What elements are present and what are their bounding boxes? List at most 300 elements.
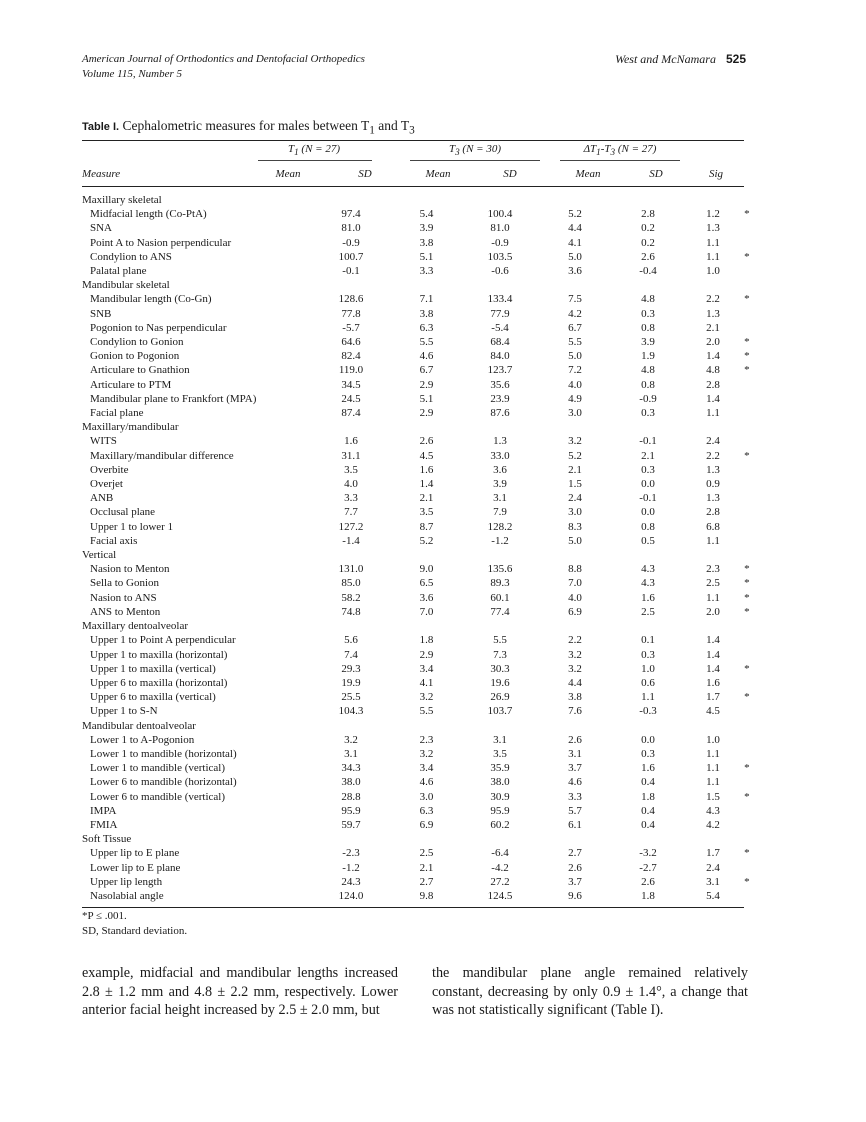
cell-t3-sd: 4.4: [568, 222, 582, 235]
cell-delta-sd: 4.8: [706, 364, 720, 377]
measure-name: Upper lip to E plane: [90, 847, 180, 860]
cell-t1-mean: 128.6: [338, 293, 364, 306]
cell-t3-mean: 7.3: [493, 648, 507, 661]
group-delta-sub2: 3: [610, 147, 616, 158]
measure-name: Lower 1 to mandible (horizontal): [90, 747, 237, 760]
cell-t1-sd: 3.6: [419, 591, 434, 604]
measure-name: IMPA: [90, 804, 117, 817]
cell-t3-mean: 77.4: [490, 605, 510, 618]
cell-delta-sd: 4.3: [706, 804, 720, 817]
cell-t3-sd: 3.1: [568, 747, 582, 760]
cell-t3-sd: 7.2: [568, 364, 582, 377]
cell-t3-sd: 3.8: [568, 691, 582, 704]
measure-name: Upper 1 to maxilla (horizontal): [90, 648, 228, 661]
cell-delta-sd: 4.5: [706, 705, 720, 718]
cell-delta-mean: 0.2: [641, 236, 655, 249]
cell-delta-mean: 0.3: [641, 648, 655, 661]
cell-t1-mean: 119.0: [338, 364, 364, 377]
table-row: Mandibular length (Co-Gn) 128.6 7.1 133.4 7.5 4.8 2.2 *: [82, 292, 744, 306]
cell-delta-mean: 1.6: [641, 762, 655, 775]
cell-t3-sd: 4.2: [568, 307, 582, 320]
cell-t1-sd: 2.6: [419, 435, 434, 448]
cell-t1-mean: 19.9: [341, 676, 361, 689]
cell-delta-mean: 0.8: [641, 520, 655, 533]
cell-t1-mean: 81.0: [341, 222, 361, 235]
cell-t1-mean: 85.0: [341, 577, 361, 590]
table-row: [82, 221, 744, 235]
cell-delta-sd: 1.0: [706, 265, 720, 278]
measure-name: Nasion to ANS: [90, 591, 157, 604]
table-row: [82, 378, 744, 392]
cell-delta-sd: 6.8: [706, 520, 720, 533]
cell-delta-mean: 0.6: [641, 676, 655, 689]
cell-t3-mean: 60.2: [490, 818, 510, 831]
cell-t3-mean: 3.1: [493, 492, 507, 505]
cell-t3-mean: 77.9: [490, 307, 510, 320]
table-row: ANS to Menton 74.8 7.0 77.4 6.9 2.5 2.0 *: [82, 605, 744, 619]
cell-t1-mean: -0.1: [342, 265, 360, 278]
cell-t1-mean: 34.3: [341, 762, 361, 775]
cell-t3-sd: 4.4: [568, 676, 582, 689]
cell-delta-mean: 0.0: [641, 506, 655, 519]
cell-t1-mean: 29.3: [341, 662, 361, 675]
table-row: [82, 236, 744, 250]
table-row: [82, 505, 744, 519]
table-row: Sella to Gonion 85.0 6.5 89.3 7.0 4.3 2.5 *: [82, 576, 744, 590]
cell-t1-sd: 2.7: [419, 875, 434, 888]
cell-delta-mean: -0.9: [639, 392, 657, 405]
cell-t1-sd: 3.3: [419, 265, 434, 278]
cell-delta-sd: 1.1: [706, 776, 720, 789]
cell-t3-sd: 3.7: [568, 762, 582, 775]
measure-name: Palatal plane: [90, 265, 147, 278]
table-row: [82, 818, 744, 832]
cell-t3-sd: 4.9: [568, 392, 582, 405]
cell-t3-sd: 8.3: [568, 520, 582, 533]
table-row: [82, 861, 744, 875]
table-row: [82, 264, 744, 278]
cell-delta-sd: 1.6: [706, 676, 720, 689]
measure-name: Overbite: [90, 463, 129, 476]
cell-t3-mean: 135.6: [487, 563, 513, 576]
cell-t1-sd: 2.3: [419, 733, 434, 746]
cell-t1-sd: 3.2: [419, 747, 434, 760]
section-heading: Mandibular dentoalveolar: [82, 719, 196, 732]
table-row: Maxillary/mandibular difference 31.1 4.5 33.0 5.2 2.1 2.2 *: [82, 449, 744, 463]
table-row: [82, 676, 744, 690]
measure-name: Nasolabial angle: [90, 889, 164, 902]
cell-delta-sd: 1.3: [706, 222, 720, 235]
table-body: [82, 193, 750, 903]
measure-name: Midfacial length (Co-PtA): [90, 208, 207, 221]
table-row: [82, 747, 744, 761]
cephalometric-table: [82, 193, 750, 903]
table-row: [82, 534, 744, 548]
cell-t1-mean: 25.5: [341, 691, 361, 704]
cell-t1-sd: 6.5: [419, 577, 434, 590]
measure-name: Facial axis: [90, 534, 138, 547]
cell-t1-sd: 2.1: [419, 861, 434, 874]
cell-t3-mean: 7.9: [493, 506, 507, 519]
cell-t1-sd: 6.3: [419, 804, 434, 817]
cell-t1-mean: 127.2: [338, 520, 364, 533]
table-label: Table I.: [82, 121, 120, 133]
group-delta-label: ΔT: [583, 143, 597, 155]
footnote-sd: SD, Standard deviation.: [82, 925, 188, 937]
cell-t1-mean: -2.3: [342, 847, 360, 860]
table-row: Lower 1 to mandible (vertical) 34.3 3.4 35.9 3.7 1.6 1.1 *: [82, 761, 744, 775]
cell-t1-mean: 58.2: [341, 591, 361, 604]
cell-t3-sd: 6.7: [568, 321, 582, 334]
measure-name: Upper 6 to maxilla (vertical): [90, 691, 216, 704]
cell-t1-mean: 24.5: [341, 392, 361, 405]
cell-t1-sd: 6.7: [419, 364, 434, 377]
cell-t1-mean: 5.6: [344, 634, 358, 647]
cell-t1-sd: 5.1: [419, 250, 434, 263]
measure-name: Overjet: [90, 478, 123, 491]
cell-t3-mean: 100.4: [487, 208, 513, 221]
cell-t3-sd: 3.7: [568, 875, 582, 888]
cell-t3-sd: 5.5: [568, 336, 582, 349]
group-header-t1: [268, 143, 360, 157]
title-and: and T: [374, 118, 410, 133]
cell-t3-sd: 3.3: [568, 790, 582, 803]
table-row: Upper 1 to maxilla (vertical) 29.3 3.4 30.3 3.2 1.0 1.4 *: [82, 662, 744, 676]
cell-delta-sd: 4.2: [706, 818, 720, 831]
cell-t1-sd: 5.5: [419, 705, 434, 718]
cell-delta-sd: 2.0: [706, 336, 720, 349]
cell-t1-sd: 2.9: [419, 407, 434, 420]
cell-delta-sd: 2.8: [706, 378, 720, 391]
cell-delta-mean: 0.4: [641, 776, 655, 789]
author-names: West and McNamara: [615, 52, 716, 66]
cell-delta-sd: 1.4: [706, 662, 720, 675]
table-row: [82, 889, 744, 903]
measure-name: Condylion to ANS: [90, 250, 172, 263]
cell-delta-mean: -0.3: [639, 705, 657, 718]
cell-t3-mean: -1.2: [491, 534, 509, 547]
cell-t1-mean: 100.7: [338, 250, 364, 263]
table-row: [82, 804, 744, 818]
running-header-right: [615, 52, 746, 67]
group-rule-t1: [258, 160, 372, 161]
table-row: [82, 775, 744, 789]
col-t1-mean: Mean: [275, 168, 301, 180]
cell-t3-sd: 2.1: [568, 463, 582, 476]
title-sub-3: 3: [409, 124, 415, 137]
cell-t1-mean: 104.3: [338, 705, 364, 718]
cell-t3-sd: 3.0: [568, 407, 582, 420]
cell-t1-mean: 34.5: [341, 378, 361, 391]
section-row: [82, 548, 744, 562]
cell-t3-mean: -4.2: [491, 861, 509, 874]
measure-name: Point A to Nasion perpendicular: [90, 236, 232, 249]
measure-name: Mandibular plane to Frankfort (MPA): [90, 392, 257, 405]
table-row: [82, 406, 744, 420]
measure-name: ANB: [90, 492, 114, 505]
cell-t1-mean: 7.4: [344, 648, 358, 661]
cell-t1-sd: 9.8: [419, 889, 434, 902]
cell-t3-sd: 7.5: [568, 293, 582, 306]
cell-t3-sd: 3.0: [568, 506, 582, 519]
cell-delta-sd: 2.4: [706, 861, 720, 874]
cell-delta-mean: 2.6: [641, 250, 655, 263]
cell-delta-mean: 0.3: [641, 463, 655, 476]
table-row: Nasion to Menton 131.0 9.0 135.6 8.8 4.3 2.3 *: [82, 562, 744, 576]
cell-delta-mean: 0.3: [641, 747, 655, 760]
group-t3-rest: (N = 30): [459, 143, 502, 155]
cell-delta-mean: 4.3: [641, 563, 655, 576]
section-row: [82, 193, 744, 207]
cell-delta-sd: 1.4: [706, 648, 720, 661]
section-heading: Mandibular skeletal: [82, 279, 170, 292]
section-heading: Maxillary dentoalveolar: [82, 620, 188, 633]
cell-t3-sd: 2.4: [568, 492, 582, 505]
cell-t1-mean: 64.6: [341, 336, 361, 349]
cell-t1-sd: 2.1: [419, 492, 434, 505]
cell-delta-sd: 1.7: [706, 691, 720, 704]
cell-t3-sd: 9.6: [568, 889, 582, 902]
col-measure: Measure: [82, 168, 121, 180]
section-row: [82, 420, 744, 434]
cell-t3-mean: 95.9: [490, 804, 510, 817]
cell-delta-sd: 1.4: [706, 392, 720, 405]
table-row: Articulare to Gnathion 119.0 6.7 123.7 7.2 4.8 4.8 *: [82, 363, 744, 377]
measure-name: Lower 6 to mandible (horizontal): [90, 776, 237, 789]
cell-t1-sd: 3.0: [419, 790, 434, 803]
cell-t1-mean: 38.0: [341, 776, 361, 789]
cell-t1-mean: 124.0: [338, 889, 364, 902]
cell-t1-sd: 4.5: [419, 449, 434, 462]
cell-t1-mean: 95.9: [341, 804, 361, 817]
cell-t3-sd: 5.7: [568, 804, 582, 817]
cell-t3-mean: 128.2: [487, 520, 513, 533]
cell-t1-sd: 3.4: [419, 762, 434, 775]
cell-t1-sd: 1.8: [419, 634, 434, 647]
cell-t1-mean: -1.2: [342, 861, 360, 874]
cell-delta-sd: 1.2: [706, 208, 720, 221]
cell-t1-mean: 131.0: [338, 563, 364, 576]
cell-t3-sd: 5.2: [568, 449, 582, 462]
cell-t1-sd: 4.6: [419, 776, 434, 789]
measure-name: Articulare to PTM: [90, 378, 172, 391]
cell-t1-mean: 31.1: [341, 449, 361, 462]
cell-delta-mean: 0.3: [641, 407, 655, 420]
cell-delta-mean: 0.0: [641, 478, 655, 491]
cell-t3-mean: 35.6: [490, 378, 510, 391]
measure-name: Upper 6 to maxilla (horizontal): [90, 676, 228, 689]
section-row: [82, 278, 744, 292]
cell-delta-mean: 0.5: [641, 534, 655, 547]
table-caption: [82, 118, 415, 137]
table-row: Upper lip length 24.3 2.7 27.2 3.7 2.6 3.1 *: [82, 875, 744, 889]
cell-t3-mean: 30.9: [490, 790, 510, 803]
section-heading: Soft Tissue: [82, 833, 132, 846]
cell-t3-sd: 8.8: [568, 563, 582, 576]
cell-t3-mean: -6.4: [491, 847, 509, 860]
cell-t1-sd: 6.9: [419, 818, 434, 831]
cell-t3-sd: 3.2: [568, 648, 582, 661]
table-row: [82, 392, 744, 406]
cell-delta-mean: 0.8: [641, 378, 655, 391]
table-row: [82, 321, 744, 335]
cell-t3-sd: 5.2: [568, 208, 582, 221]
cell-t1-sd: 5.4: [419, 208, 434, 221]
cell-t1-sd: 3.4: [419, 662, 434, 675]
cell-t3-mean: 68.4: [490, 336, 510, 349]
cell-delta-mean: 1.0: [641, 662, 655, 675]
cell-delta-mean: 0.4: [641, 818, 655, 831]
cell-t3-mean: 124.5: [487, 889, 513, 902]
cell-t3-mean: 30.3: [490, 662, 510, 675]
cell-delta-sd: 1.1: [706, 762, 720, 775]
table-row: [82, 733, 744, 747]
cell-delta-mean: -0.4: [639, 265, 657, 278]
cell-t1-sd: 1.4: [419, 478, 434, 491]
section-row: [82, 719, 744, 733]
cell-t3-sd: 7.6: [568, 705, 582, 718]
table-row: Lower 6 to mandible (vertical) 28.8 3.0 30.9 3.3 1.8 1.5 *: [82, 790, 744, 804]
measure-name: Upper 1 to S-N: [90, 705, 158, 718]
measure-name: Articulare to Gnathion: [90, 364, 190, 377]
group-delta-rest: (N = 27): [615, 143, 657, 155]
table-row: [82, 491, 744, 505]
cell-t3-mean: 60.1: [490, 591, 510, 604]
cell-delta-sd: 0.9: [706, 478, 720, 491]
group-t1-rest: (N = 27): [298, 143, 341, 155]
cell-delta-sd: 1.1: [706, 534, 720, 547]
cell-t3-sd: 5.0: [568, 534, 582, 547]
col-t1-sd: SD: [358, 168, 372, 180]
cell-t3-mean: 27.2: [490, 875, 510, 888]
cell-t1-mean: -1.4: [342, 534, 360, 547]
cell-t3-sd: 2.7: [568, 847, 582, 860]
cell-delta-sd: 1.0: [706, 733, 720, 746]
cell-t1-sd: 5.5: [419, 336, 434, 349]
cell-t1-sd: 9.0: [419, 563, 434, 576]
table-row: [82, 648, 744, 662]
cell-t3-sd: 7.0: [568, 577, 582, 590]
cell-delta-mean: -3.2: [639, 847, 657, 860]
group-header-t3: [420, 143, 530, 157]
section-heading: Maxillary/mandibular: [82, 421, 179, 434]
cell-delta-mean: 1.9: [641, 350, 655, 363]
cell-t3-sd: 3.2: [568, 435, 582, 448]
cell-delta-sd: 2.0: [706, 605, 720, 618]
cell-delta-mean: 4.3: [641, 577, 655, 590]
measure-name: Pogonion to Nas perpendicular: [90, 321, 227, 334]
cell-delta-sd: 1.1: [706, 250, 720, 263]
cell-t1-sd: 3.2: [419, 691, 434, 704]
cell-t1-sd: 7.0: [419, 605, 434, 618]
measure-name: ANS to Menton: [90, 605, 161, 618]
cell-delta-sd: 1.1: [706, 407, 720, 420]
cell-t3-mean: 1.3: [493, 435, 507, 448]
cell-delta-mean: 0.4: [641, 804, 655, 817]
cell-t1-mean: 3.3: [344, 492, 358, 505]
cell-delta-sd: 1.7: [706, 847, 720, 860]
measure-name: Lower 1 to mandible (vertical): [90, 762, 226, 775]
measure-name: Gonion to Pogonion: [90, 350, 180, 363]
table-row: [82, 434, 744, 448]
table-row: Condylion to Gonion 64.6 5.5 68.4 5.5 3.9 2.0 *: [82, 335, 744, 349]
cell-delta-sd: 2.4: [706, 435, 720, 448]
table-title: Cephalometric measures for males between T: [122, 118, 370, 133]
cell-delta-mean: -2.7: [639, 861, 657, 874]
cell-t3-sd: 4.0: [568, 378, 582, 391]
table-bottom-rule: [82, 907, 744, 908]
cell-t3-mean: -5.4: [491, 321, 509, 334]
cell-t1-sd: 2.9: [419, 378, 434, 391]
cell-delta-sd: 1.3: [706, 307, 720, 320]
cell-t3-sd: 5.0: [568, 250, 582, 263]
cell-delta-sd: 2.1: [706, 321, 720, 334]
cell-t3-mean: 103.5: [487, 250, 513, 263]
cell-delta-sd: 2.3: [706, 563, 720, 576]
col-sig: Sig: [708, 168, 724, 180]
measure-name: Upper lip length: [90, 875, 163, 888]
cell-t3-mean: 23.9: [490, 392, 510, 405]
cell-t1-mean: 3.1: [344, 747, 358, 760]
cell-t3-sd: 2.2: [568, 634, 582, 647]
cell-delta-sd: 2.2: [706, 293, 720, 306]
cell-t3-sd: 4.6: [568, 776, 582, 789]
title-sub-1: 1: [369, 124, 375, 137]
measure-name: FMIA: [90, 818, 118, 831]
col-t3-sd: SD: [503, 168, 517, 180]
cell-delta-sd: 2.5: [706, 577, 720, 590]
cell-delta-sd: 2.8: [706, 506, 720, 519]
cell-t1-mean: 4.0: [344, 478, 358, 491]
cell-t3-mean: 26.9: [490, 691, 510, 704]
table-row: Gonion to Pogonion 82.4 4.6 84.0 5.0 1.9 1.4 *: [82, 349, 744, 363]
cell-delta-mean: 0.3: [641, 307, 655, 320]
header-bottom-rule: [82, 186, 744, 187]
cell-delta-mean: 0.8: [641, 321, 655, 334]
group-delta-mid: -T: [600, 143, 611, 155]
cell-delta-sd: 5.4: [706, 889, 720, 902]
journal-volume: Volume 115, Number 5: [82, 68, 183, 80]
cell-t3-mean: 133.4: [487, 293, 513, 306]
measure-name: Lower 6 to mandible (vertical): [90, 790, 226, 803]
cell-t1-sd: 1.6: [419, 463, 434, 476]
cell-t1-mean: 97.4: [341, 208, 361, 221]
measure-name: SNA: [90, 222, 113, 235]
table-row: Condylion to ANS 100.7 5.1 103.5 5.0 2.6 1.1 *: [82, 250, 744, 264]
measure-name: Upper 1 to Point A perpendicular: [90, 634, 236, 647]
cell-delta-sd: 2.2: [706, 449, 720, 462]
cell-delta-sd: 1.1: [706, 236, 720, 249]
table-row: Nasion to ANS 58.2 3.6 60.1 4.0 1.6 1.1 *: [82, 591, 744, 605]
cell-t3-sd: 6.1: [568, 818, 582, 831]
cell-t3-mean: 87.6: [490, 407, 510, 420]
cell-delta-sd: 1.1: [706, 591, 720, 604]
cell-delta-sd: 1.5: [706, 790, 720, 803]
cell-t3-mean: 3.9: [493, 478, 507, 491]
cell-delta-sd: 1.4: [706, 350, 720, 363]
section-heading: Vertical: [82, 549, 117, 562]
table-top-rule: [82, 140, 744, 141]
measure-name: Upper 1 to lower 1: [90, 520, 174, 533]
group-t1-sub: 1: [294, 147, 299, 158]
cell-t3-sd: 3.6: [568, 265, 582, 278]
cell-t3-mean: 3.6: [493, 463, 507, 476]
cell-delta-sd: 3.1: [706, 875, 720, 888]
cell-t3-sd: 2.6: [568, 861, 582, 874]
cell-delta-sd: 1.3: [706, 463, 720, 476]
cell-delta-mean: 0.0: [641, 733, 655, 746]
cell-delta-mean: -0.1: [639, 492, 657, 505]
